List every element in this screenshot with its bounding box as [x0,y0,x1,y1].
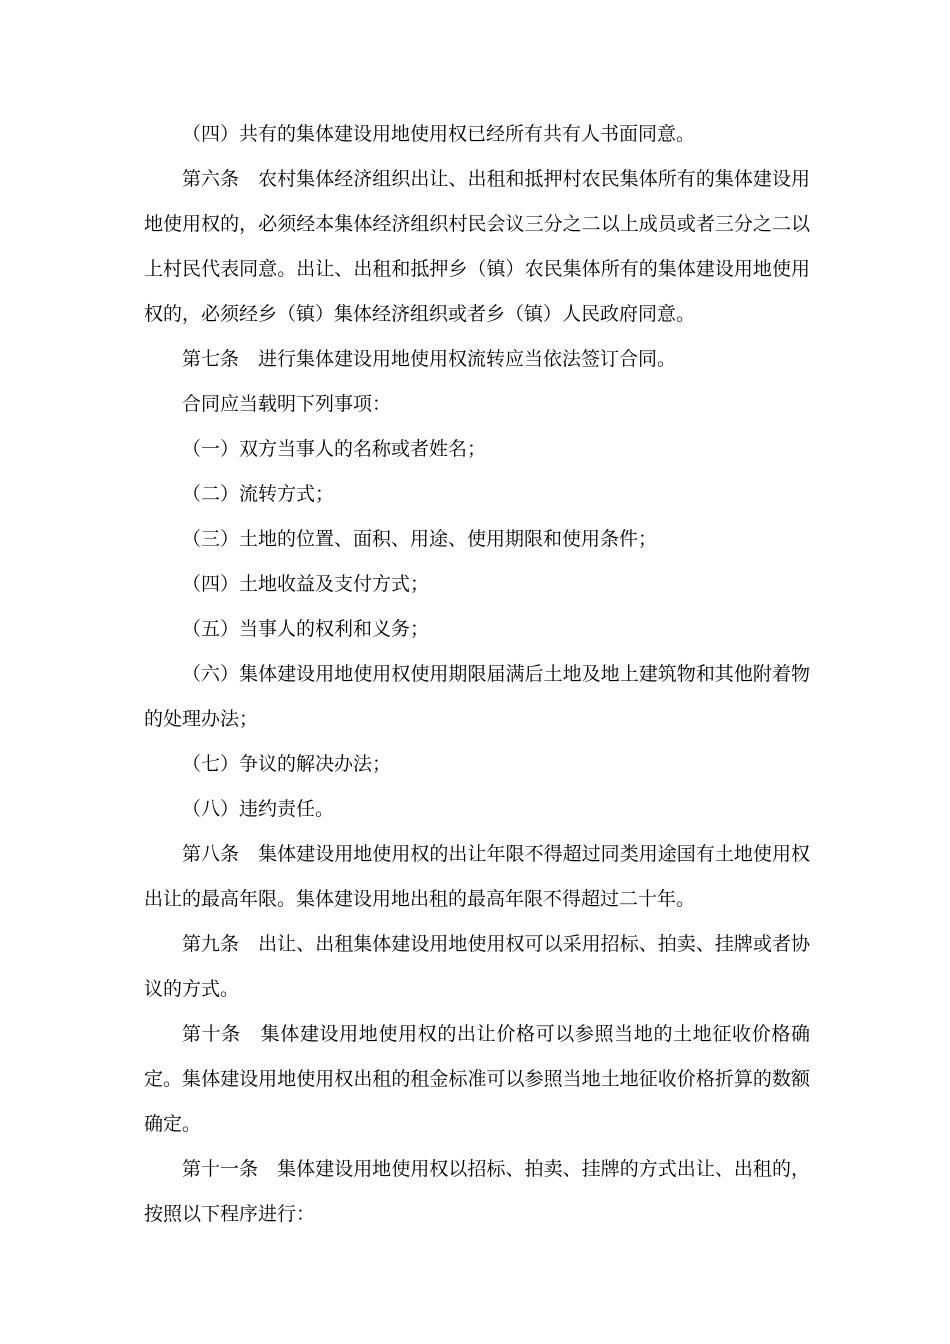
article-6: 第六条 农村集体经济组织出让、出租和抵押村农民集体所有的集体建设用地使用权的，必须经本集体经济组织村民会议三分之二以上成员或者三分之二以上村民代表同意。出让、出租和抵押乡（镇）农民集体所有的集体建设用地使用权的，必须经乡（镇）集体经济组织或者乡（镇）人民政府同意。 [144,168,810,325]
contract-item-1: （一）双方当事人的名称或者姓名； [182,438,487,460]
contract-item-8: （八）违约责任。 [182,798,335,820]
article-10: 第十条 集体建设用地使用权的出让价格可以参照当地的土地征收价格确定。集体建设用地使用权出租的租金标准可以参照当地土地征收价格折算的数额确定。 [144,1023,810,1135]
contract-items-intro: 合同应当载明下列事项： [182,393,392,415]
contract-item-5: （五）当事人的权利和义务； [182,618,430,640]
contract-item-2: （二）流转方式； [182,483,335,505]
contract-item-6: （六）集体建设用地使用权使用期限届满后土地及地上建筑物和其他附着物的处理办法； [144,663,810,730]
article-9: 第九条 出让、出租集体建设用地使用权可以采用招标、拍卖、挂牌或者协议的方式。 [144,933,810,1000]
article-8: 第八条 集体建设用地使用权的出让年限不得超过同类用途国有土地使用权出让的最高年限。集体建设用地出租的最高年限不得超过二十年。 [144,843,810,910]
contract-item-7: （七）争议的解决办法； [182,753,392,775]
paragraph-item-4-joint-owners: （四）共有的集体建设用地使用权已经所有共有人书面同意。 [182,123,696,145]
document-body [144,112,810,1237]
contract-item-3: （三）土地的位置、面积、用途、使用期限和使用条件； [182,528,658,550]
contract-item-4: （四）土地收益及支付方式； [182,573,430,595]
article-11: 第十一条 集体建设用地使用权以招标、拍卖、挂牌的方式出让、出租的，按照以下程序进行： [144,1158,810,1225]
article-7: 第七条 进行集体建设用地使用权流转应当依法签订合同。 [182,348,677,370]
